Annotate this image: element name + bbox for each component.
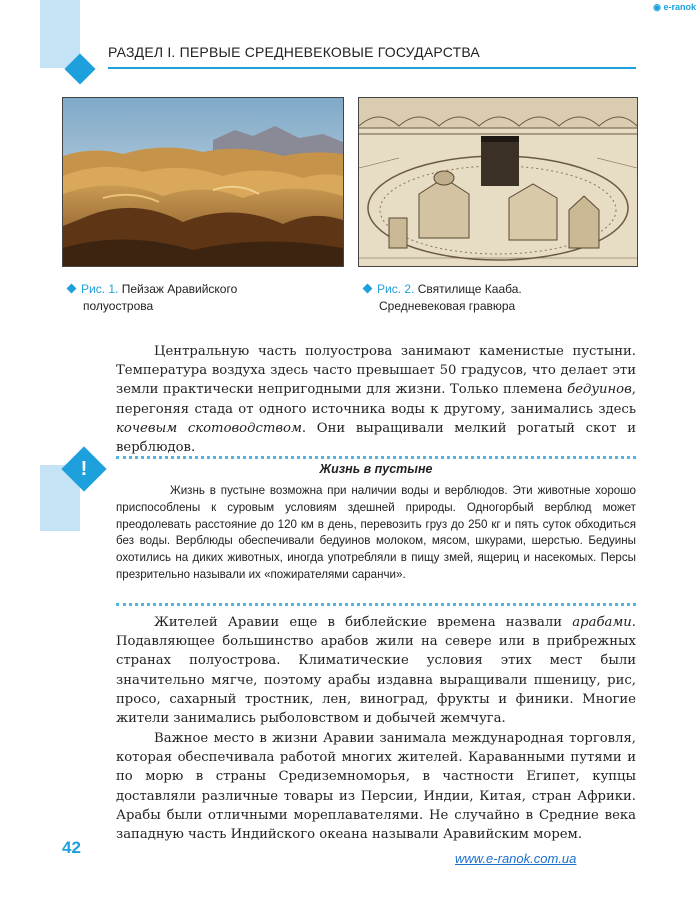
paragraph-arabs: Жителей Аравии еще в библейские времена назвали арабами. Подавляющее большинство арабов жили на севере или в прибрежных странах полуострова. Климатические условия этих мест были значительно мягче, поэтому арабы издавна выращивали пшеницу, рис, просо, сахарный тростник, лен, виноград, фрукты и финики. Многие жители занимались рыболовством и добычей жемчуга. bbox=[116, 615, 636, 727]
caption-diamond-icon bbox=[67, 284, 77, 294]
infobox-title: Жизнь в пустыне bbox=[319, 462, 433, 476]
publisher-site-link[interactable]: www.e-ranok.com.ua bbox=[455, 851, 577, 866]
term-arabs: арабами. bbox=[572, 615, 636, 630]
paragraph-trade: Важное место в жизни Аравии занимала международная торговля, которая обеспечивала работой многих жителей. Караванными путями и по морю в страны Средиземноморья, в частности Египет, купцы доставляли различные товары из Персии, Индии, Китая, стран Африки. Арабы были отличными мореплавателями. Не случайно в Средние века западную часть Индийского океана называли Аравийским морем. bbox=[116, 731, 636, 843]
publisher-logo: ◉ e-ranok bbox=[653, 2, 696, 12]
figure-2-caption: Рис. 2. Святилище Кааба. Средневековая гравюра bbox=[362, 281, 622, 315]
infobox-bottom-border bbox=[116, 603, 636, 606]
term-bedouins: бедуинов bbox=[567, 382, 632, 398]
infobox-text: Жизнь в пустыне возможна при наличии воды и верблюдов. Эти животные хорошо приспособлены к суровым условиям здешней природы. Одногорбый верблюд может преодолевать расстояние до 120 км в день, перевозить груз до 250 кг и пять суток обходиться без воды. Верблюды обеспечивали бедуинов молоком, мясом, шкурами, шерстью. Бедуины охотились на диких животных, иногда употребляли в пищу змей, ящериц и насекомых. Персы презрительно называли их «пожирателями саранчи». bbox=[116, 484, 636, 581]
caption-diamond-icon bbox=[363, 284, 373, 294]
exclamation-icon: ! bbox=[80, 458, 88, 480]
figure-1-desert-photo bbox=[62, 97, 344, 267]
paragraph-deserts: Центральную часть полуострова занимают каменистые пустыни. Температура воздуха здесь часто превышает 50 градусов, что делает эти земли практически непригодными для жизни. Только племена бедуинов, перегоняя стада от одного источника воды к другому, занимались здесь кочевым скотоводством. Они выращивали мелкий рогатый скот и верблюдов. bbox=[116, 344, 636, 456]
figure-2-kaaba-engraving bbox=[358, 97, 638, 267]
figure-1-caption: Рис. 1. Пейзаж Аравийского полуострова bbox=[66, 281, 306, 315]
infobox-top-border bbox=[116, 456, 636, 459]
section-title: РАЗДЕЛ I. ПЕРВЫЕ СРЕДНЕВЕКОВЫЕ ГОСУДАРСТВА bbox=[108, 44, 480, 60]
page-number: 42 bbox=[62, 838, 81, 857]
term-nomadic-herding: кочевым скотоводством bbox=[116, 420, 302, 436]
logo-e-icon: ◉ bbox=[653, 2, 661, 12]
header-rule bbox=[108, 67, 636, 69]
